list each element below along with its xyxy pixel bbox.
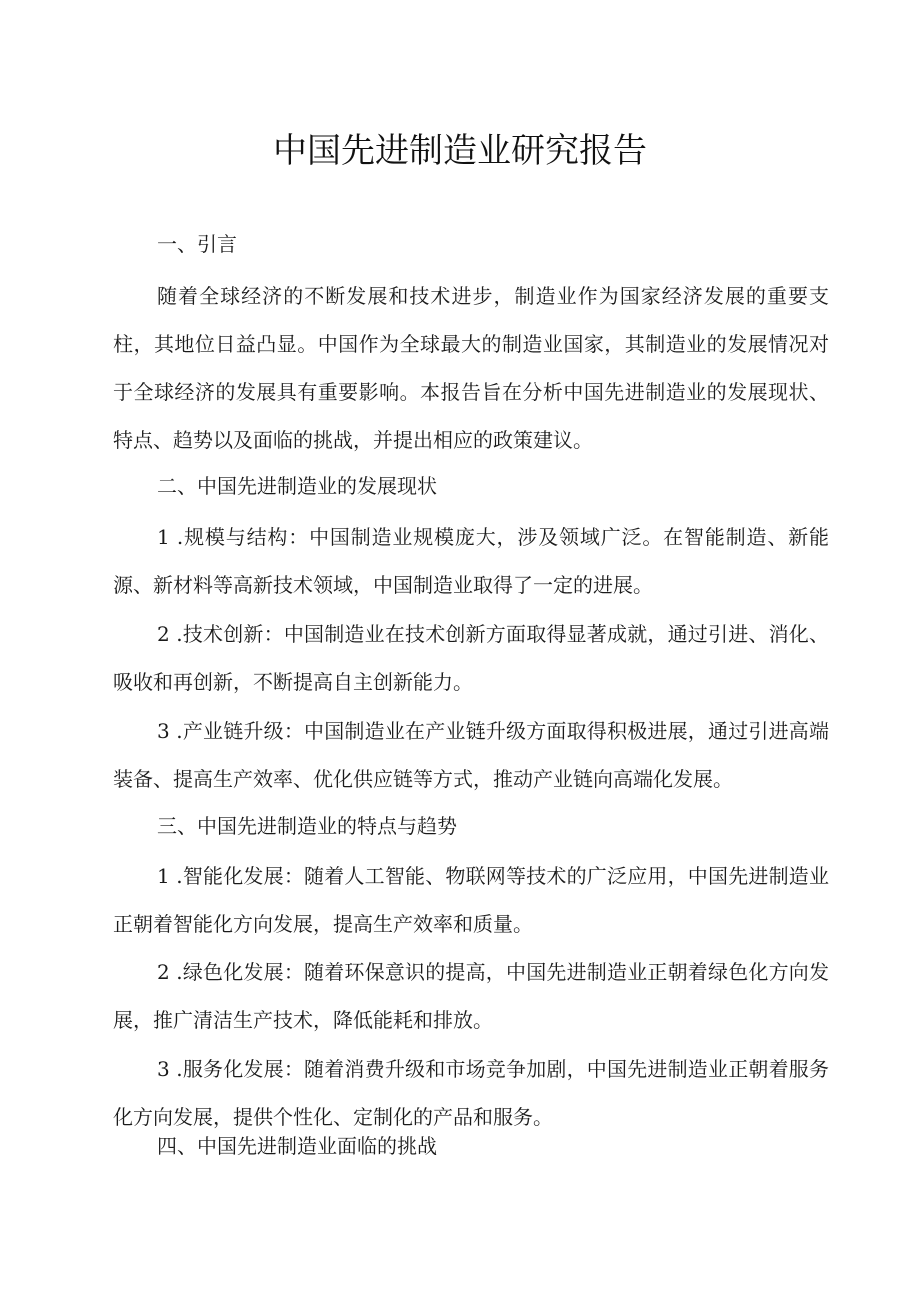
paragraph-industry-chain-upgrade: 3 .产业链升级：中国制造业在产业链升级方面取得积极进展，通过引进高端装备、提高生产效率、优化供应链等方式，推动产业链向高端化发展。 [113,719,829,791]
paragraph-technology-innovation: 2 .技术创新：中国制造业在技术创新方面取得显著成就，通过引进、消化、吸收和再创新，不断提高自主创新能力。 [113,622,829,694]
section-heading-challenges: 四、中国先进制造业面临的挑战 [157,1134,437,1158]
section-heading-features-trends: 三、中国先进制造业的特点与趋势 [157,814,457,838]
document-title: 中国先进制造业研究报告 [273,131,647,171]
paragraph-service-development: 3 .服务化发展：随着消费升级和市场竞争加剧，中国先进制造业正朝着服务化方向发展，提供个性化、定制化的产品和服务。 [113,1057,829,1129]
paragraph-intelligent-development: 1 .智能化发展：随着人工智能、物联网等技术的广泛应用，中国先进制造业正朝着智能化方向发展，提高生产效率和质量。 [113,864,829,936]
paragraph-introduction: 随着全球经济的不断发展和技术进步，制造业作为国家经济发展的重要支柱，其地位日益凸显。中国作为全球最大的制造业国家，其制造业的发展情况对于全球经济的发展具有重要影响。本报告旨在分析中国先进制造业的发展现状、特点、趋势以及面临的挑战，并提出相应的政策建议。 [113,284,829,452]
paragraph-green-development: 2 .绿色化发展：随着环保意识的提高，中国先进制造业正朝着绿色化方向发展，推广清洁生产技术，降低能耗和排放。 [113,960,829,1032]
section-heading-introduction: 一、引言 [157,232,237,256]
paragraph-scale-structure: 1 .规模与结构：中国制造业规模庞大，涉及领域广泛。在智能制造、新能源、新材料等高新技术领域，中国制造业取得了一定的进展。 [113,525,829,597]
section-heading-current-status: 二、中国先进制造业的发展现状 [157,474,437,498]
